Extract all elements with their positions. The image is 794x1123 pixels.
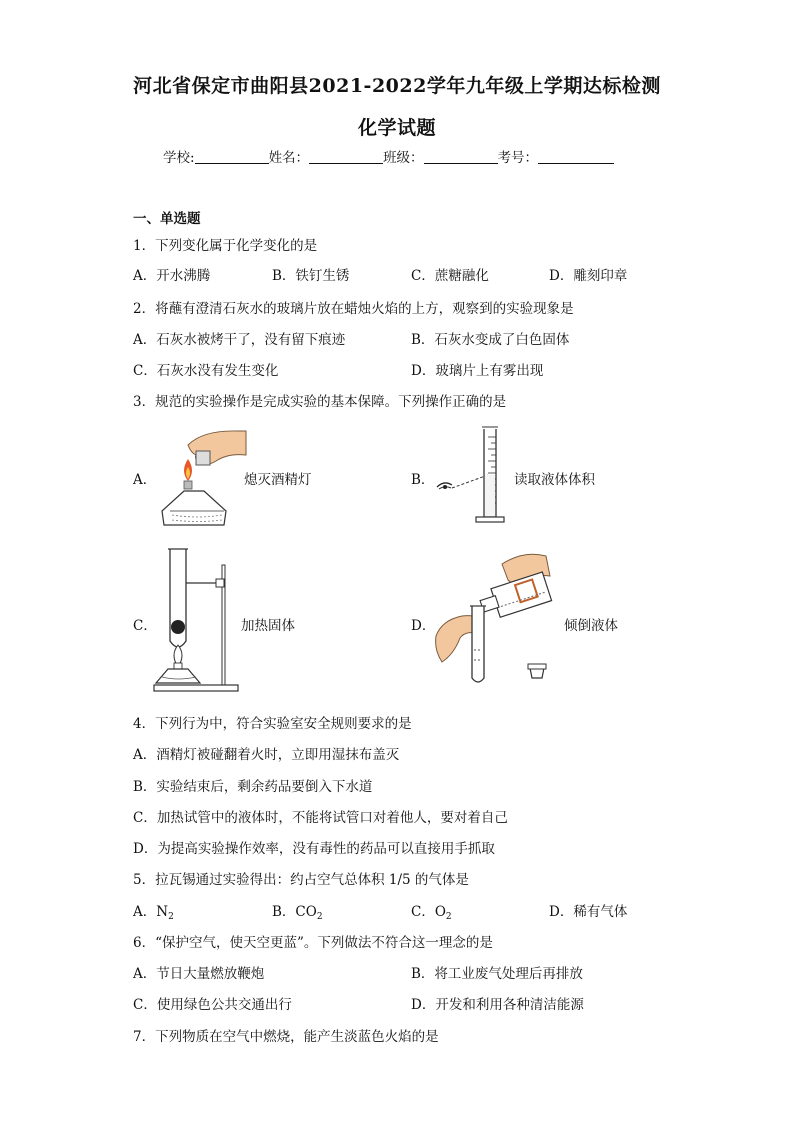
school-label: 学校:	[163, 150, 195, 166]
q2-option-b[interactable]: B．石灰水变成了白色固体	[411, 332, 570, 348]
q6-option-b[interactable]: B．将工业废气处理后再排放	[411, 966, 583, 982]
q6-option-d[interactable]: D．开发和利用各种清洁能源	[411, 997, 584, 1013]
q3-option-c-letter[interactable]: C．	[133, 618, 157, 634]
question-4-stem: 4．下列行为中，符合实验室安全规则要求的是	[133, 716, 412, 732]
question-2-stem: 2．将蘸有澄清石灰水的玻璃片放在蜡烛火焰的上方，观察到的实验现象是	[133, 301, 574, 317]
exam-title: 河北省保定市曲阳县2021-2022学年九年级上学期达标检测	[133, 75, 661, 97]
q2-option-d[interactable]: D．玻璃片上有雾出现	[411, 363, 544, 379]
exam-subject-title: 化学试题	[357, 117, 436, 139]
question-5-stem: 5．拉瓦锡通过实验得出：约占空气总体积 1/5 的气体是	[133, 872, 469, 888]
student-info-row	[163, 146, 614, 166]
question-1-stem: 1．下列变化属于化学变化的是	[133, 238, 318, 254]
q1-option-d[interactable]: D．雕刻印章	[549, 268, 628, 284]
question-7-stem: 7．下列物质在空气中燃烧，能产生淡蓝色火焰的是	[133, 1029, 439, 1045]
q3-option-a-letter[interactable]: A．	[133, 472, 157, 488]
q3-option-d-letter[interactable]: D．	[411, 618, 436, 634]
q3-option-b-caption: 读取液体体积	[514, 472, 595, 488]
q2-option-c[interactable]: C．石灰水没有发生变化	[133, 363, 279, 379]
school-field[interactable]	[195, 149, 269, 164]
q3-option-c-caption: 加热固体	[241, 618, 295, 634]
section-title: 一、单选题	[133, 211, 201, 227]
q1-option-c[interactable]: C．蔗糖融化	[411, 268, 489, 284]
pouring-liquid-figure	[432, 550, 562, 690]
class-label: 班级：	[383, 150, 424, 166]
alcohol-lamp-figure	[158, 425, 248, 535]
q2-option-a[interactable]: A．石灰水被烤干了，没有留下痕迹	[133, 332, 346, 348]
measuring-cylinder-figure	[432, 425, 512, 525]
q6-option-c[interactable]: C．使用绿色公共交通出行	[133, 997, 292, 1013]
number-field[interactable]	[538, 149, 614, 164]
q4-option-d[interactable]: D．为提高实验操作效率，没有毒性的药品可以直接用手抓取	[133, 841, 495, 857]
q5-option-b[interactable]: B．$CO_2$	[272, 904, 323, 922]
question-3-stem: 3．规范的实验操作是完成实验的基本保障。下列操作正确的是	[133, 394, 507, 410]
question-6-stem: 6．“保护空气，使天空更蓝”。下列做法不符合这一理念的是	[133, 935, 493, 951]
q4-option-c[interactable]: C．加热试管中的液体时，不能将试管口对着他人，要对着自己	[133, 810, 508, 826]
q3-option-d-caption: 倾倒液体	[564, 618, 618, 634]
q5-option-a[interactable]: A．$N_2$	[133, 904, 174, 922]
heating-solid-figure	[150, 545, 240, 695]
q1-option-b[interactable]: B．铁钉生锈	[272, 268, 350, 284]
q4-option-a[interactable]: A．酒精灯被碰翻着火时，立即用湿抹布盖灭	[133, 747, 400, 763]
q1-option-a[interactable]: A．开水沸腾	[133, 268, 211, 284]
name-label: 姓名：	[268, 150, 310, 166]
number-label: 考号：	[497, 150, 539, 166]
q5-option-d[interactable]: D．稀有气体	[549, 904, 628, 920]
name-field[interactable]	[309, 149, 383, 164]
q6-option-a[interactable]: A．节日大量燃放鞭炮	[133, 966, 265, 982]
q3-option-b-letter[interactable]: B．	[411, 472, 435, 488]
q5-option-c[interactable]: C．$O_2$	[411, 904, 452, 922]
q3-option-a-caption: 熄灭酒精灯	[244, 472, 312, 488]
q4-option-b[interactable]: B．实验结束后，剩余药品要倒入下水道	[133, 779, 373, 795]
class-field[interactable]	[424, 149, 498, 164]
